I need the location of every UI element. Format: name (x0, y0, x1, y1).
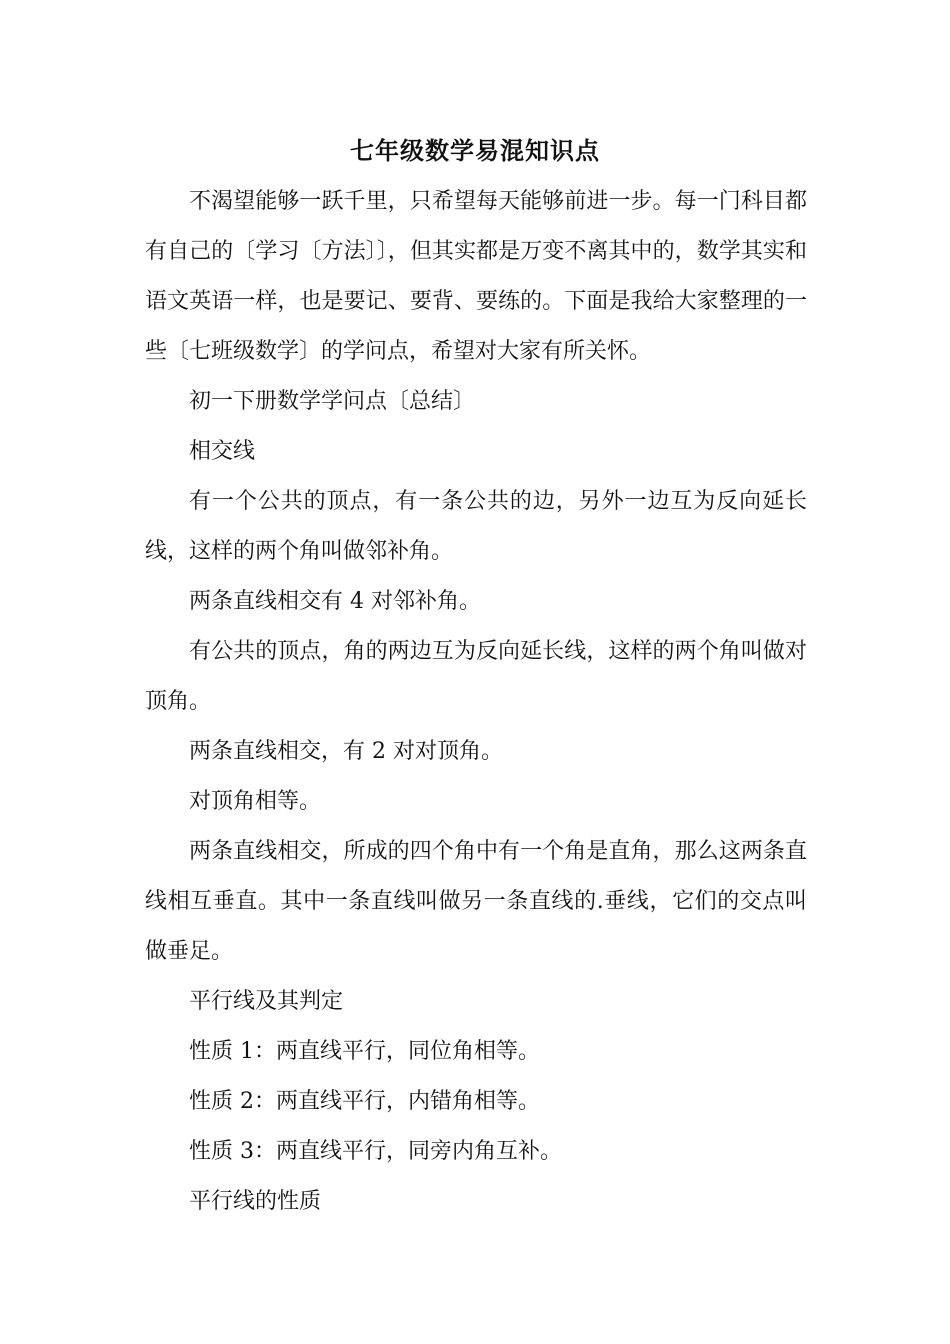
paragraph: 有一个公共的顶点，有一条公共的边，另外一边互为反向延长线，这样的两个角叫做邻补角。 (145, 489, 807, 564)
paragraph: 对顶角相等。 (189, 789, 322, 814)
paragraph: 性质 2：两直线平行，内错角相等。 (189, 1089, 540, 1114)
paragraph: 两条直线相交有 4 对邻补角。 (189, 589, 481, 614)
paragraph: 两条直线相交，所成的四个角中有一个角是直角，那么这两条直线相互垂直。其中一条直线叫做另一条直线的.垂线，它们的交点叫做垂足。 (145, 839, 807, 964)
paragraph: 初一下册数学学问点〔总结〕 (189, 389, 476, 414)
section-heading: 平行线的性质 (189, 1189, 322, 1214)
section-heading: 相交线 (189, 439, 256, 464)
paragraph: 有公共的顶点，角的两边互为反向延长线，这样的两个角叫做对顶角。 (145, 639, 807, 714)
paragraph: 性质 1：两直线平行，同位角相等。 (189, 1039, 540, 1064)
paragraph: 性质 3：两直线平行，同旁内角互补。 (189, 1139, 562, 1164)
paragraph: 两条直线相交，有 2 对对顶角。 (189, 739, 503, 764)
section-heading: 平行线及其判定 (189, 989, 344, 1014)
document-title: 七年级数学易混知识点 (350, 136, 600, 165)
document-body (145, 177, 807, 1227)
paragraph: 不渴望能够一跃千里，只希望每天能够前进一步。每一门科目都有自己的〔学习〔方法〕〕，但其实都是万变不离其中的，数学其实和语文英语一样，也是要记、要背、要练的。下面是我给大家整理的一些〔七班级数学〕的学问点，希望对大家有所关怀。 (145, 189, 807, 364)
